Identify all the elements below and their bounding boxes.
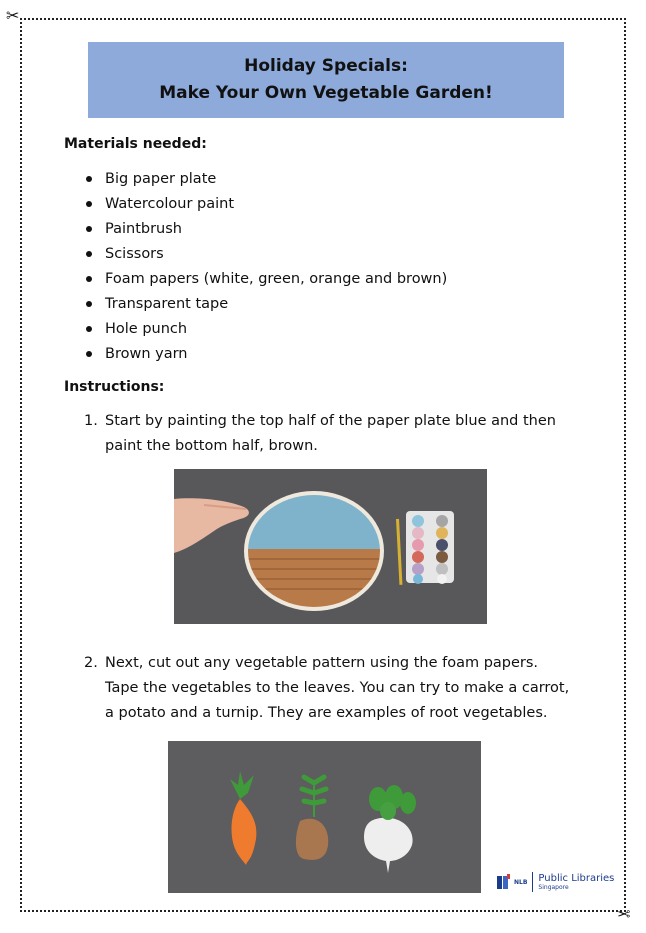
- step-text-line: Next, cut out any vegetable pattern using the foam papers.: [105, 655, 539, 671]
- scissors-icon: ✂: [6, 6, 20, 25]
- logo-text-block: [538, 873, 614, 891]
- title-line-1: Holiday Specials:: [244, 56, 408, 76]
- nlb-public-libraries-logo: [496, 872, 614, 892]
- book-icon: [496, 873, 512, 891]
- step-text-line: paint the bottom half, brown.: [105, 438, 318, 454]
- list-item: Big paper plate: [64, 168, 447, 193]
- step-text-line: Start by painting the top half of the paper plate blue and then: [105, 413, 556, 429]
- foam-vegetables-photo: [168, 741, 481, 893]
- logo-abbr: NLB: [514, 878, 528, 886]
- scissors-icon: ✂: [617, 904, 631, 923]
- painted-plate-photo: [174, 469, 487, 624]
- list-item: Transparent tape: [64, 293, 447, 318]
- step-text-line: a potato and a turnip. They are examples of root vegetables.: [105, 705, 548, 721]
- list-item: Scissors: [64, 243, 447, 268]
- instruction-step-2: [84, 651, 594, 726]
- materials-list: [64, 168, 447, 368]
- step-number: 1.: [84, 413, 98, 429]
- title-line-2: Make Your Own Vegetable Garden!: [159, 83, 493, 103]
- instruction-step-1: [84, 409, 584, 459]
- step-text-line: Tape the vegetables to the leaves. You can try to make a carrot,: [105, 680, 570, 696]
- instructions-heading: Instructions:: [64, 379, 165, 395]
- list-item: Foam papers (white, green, orange and brown): [64, 268, 447, 293]
- materials-heading: Materials needed:: [64, 136, 207, 152]
- logo-sub: Singapore: [538, 884, 569, 891]
- list-item: Watercolour paint: [64, 193, 447, 218]
- list-item: Hole punch: [64, 318, 447, 343]
- step-number: 2.: [84, 655, 98, 671]
- list-item: Brown yarn: [64, 343, 447, 368]
- title-banner: [88, 42, 564, 118]
- logo-name: Public Libraries: [538, 873, 615, 884]
- list-item: Paintbrush: [64, 218, 447, 243]
- foam-vegetables-illustration: [168, 741, 481, 893]
- painted-plate-illustration: [174, 469, 487, 624]
- logo-divider: [532, 872, 533, 892]
